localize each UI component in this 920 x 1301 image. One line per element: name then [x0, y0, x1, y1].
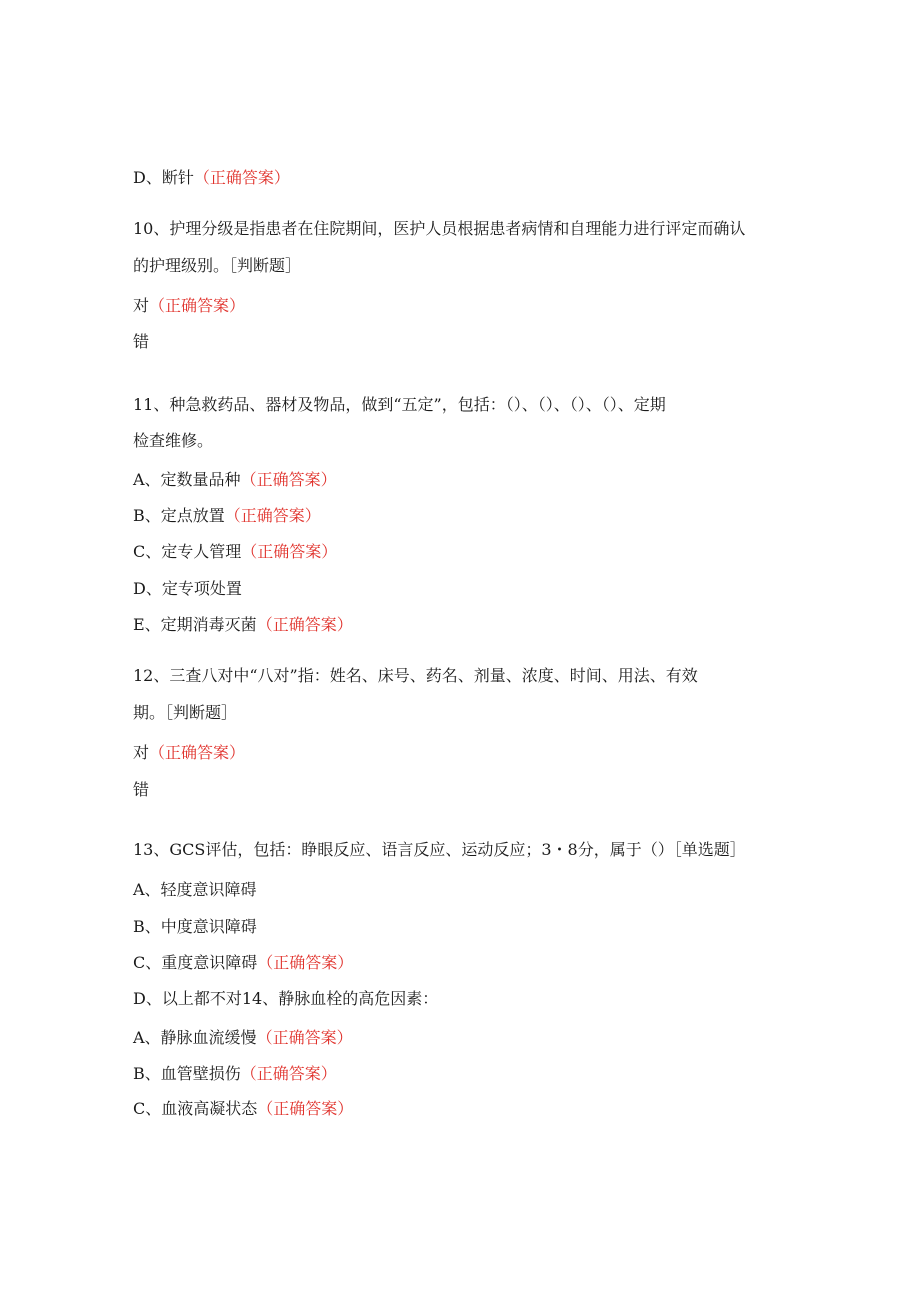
option-line: B、定点放置（正确答案） [133, 506, 321, 525]
question-10-text: 10、护理分级是指患者在住院期间，医护人员根据患者病情和自理能力进行评定而确认 [133, 219, 746, 238]
correct-answer-mark: （正确答案） [193, 168, 290, 187]
option-line: A、轻度意识障碍 [133, 880, 257, 899]
correct-answer-mark: （正确答案） [257, 1099, 354, 1118]
option-line: B、血管壁损伤（正确答案） [133, 1064, 337, 1083]
correct-answer-mark: （正确答案） [149, 296, 246, 315]
option-line: 错 [133, 780, 150, 799]
option-line: D、以上都不对14、静脉血栓的高危因素： [133, 989, 439, 1008]
option-line: B、中度意识障碍 [133, 917, 257, 936]
option-line: D、定专项处置 [133, 579, 242, 598]
option-line: 错 [133, 332, 150, 351]
correct-answer-mark: （正确答案） [256, 615, 353, 634]
question-12-text: 12、三查八对中“八对”指：姓名、床号、药名、剂量、浓度、时间、用法、有效 [133, 666, 698, 685]
question-12-text-cont: 期。［判断题］ [133, 703, 238, 722]
correct-answer-mark: （正确答案） [240, 470, 337, 489]
option-line: 对（正确答案） [133, 296, 246, 315]
option-line: 对（正确答案） [133, 743, 246, 762]
correct-answer-mark: （正确答案） [240, 1064, 337, 1083]
correct-answer-mark: （正确答案） [224, 506, 321, 525]
option-line: C、定专人管理（正确答案） [133, 542, 338, 561]
option-line: C、血液高凝状态（正确答案） [133, 1099, 354, 1118]
option-line: A、静脉血流缓慢（正确答案） [133, 1028, 353, 1047]
question-13-text: 13、GCS评估，包括：睁眼反应、语言反应、运动反应；3・8分，属于（）［单选题］ [133, 840, 746, 859]
question-11-text-cont: 检查维修。 [133, 431, 214, 450]
correct-answer-mark: （正确答案） [256, 1028, 353, 1047]
option-line: D、断针（正确答案） [133, 168, 290, 187]
correct-answer-mark: （正确答案） [257, 953, 354, 972]
option-line: A、定数量品种（正确答案） [133, 470, 337, 489]
option-line: E、定期消毒灭菌（正确答案） [133, 615, 353, 634]
question-10-text-cont: 的护理级别。［判断题］ [133, 256, 302, 275]
option-line: C、重度意识障碍（正确答案） [133, 953, 354, 972]
correct-answer-mark: （正确答案） [149, 743, 246, 762]
correct-answer-mark: （正确答案） [241, 542, 338, 561]
question-11-text: 11、种急救药品、器材及物品，做到“五定”，包括：（）、（）、（）、（）、定期 [133, 395, 666, 414]
